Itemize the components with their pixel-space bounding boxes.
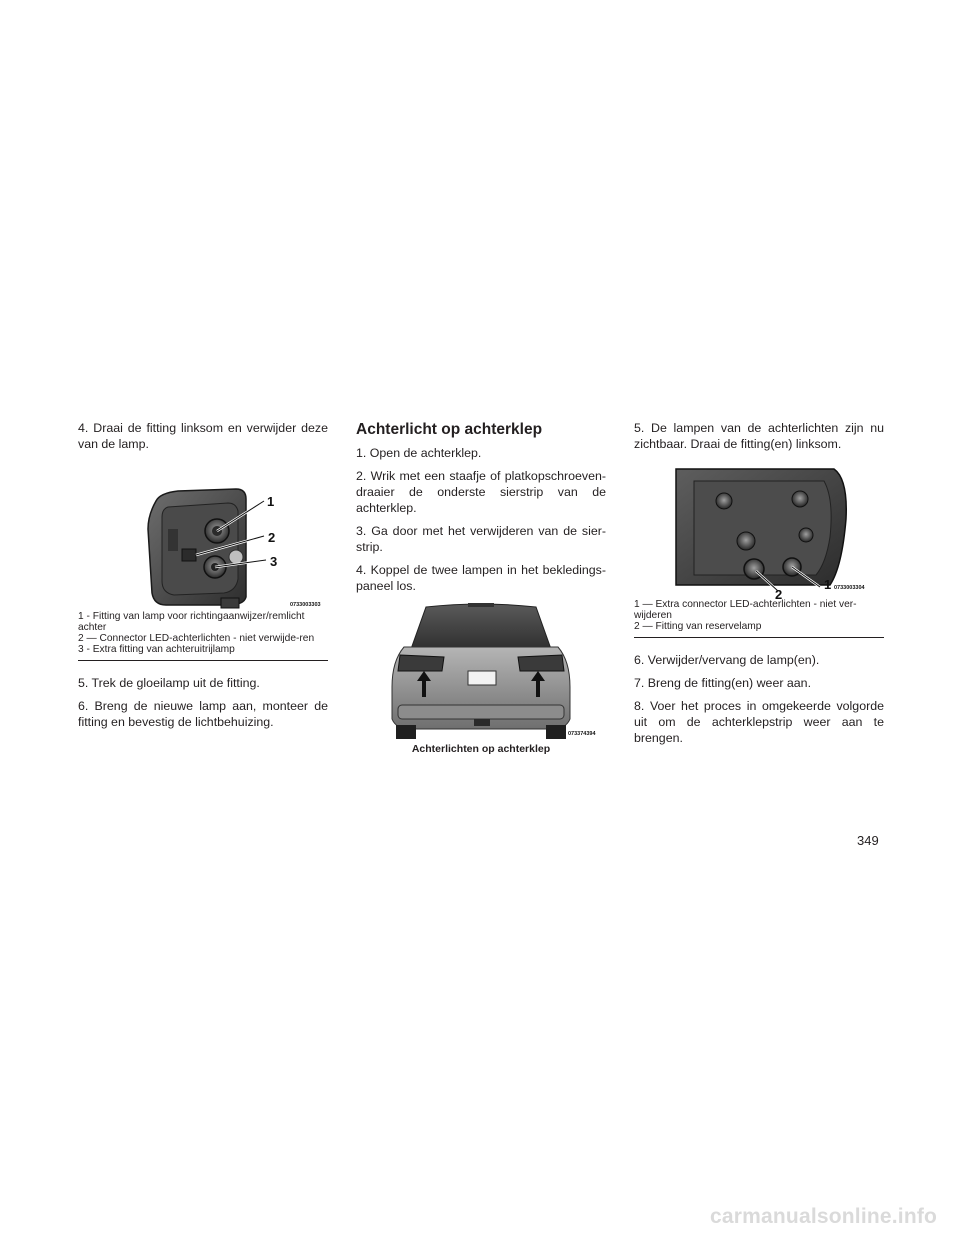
tail-lamp-sockets-image	[78, 459, 330, 611]
figure-code: 073374394	[568, 731, 596, 737]
step-3-text: 3. Ga door met het verwijderen van de sier-strip.	[356, 524, 606, 554]
caption-item-1: 1 - Fitting van lamp voor richtingaanwijzer/remlicht achter	[78, 611, 305, 633]
step-2-text: 2. Wrik met een staafje of platkopschroeven-draaier de onderste sierstrip van de achterklep.	[356, 469, 606, 515]
callout-1: 1	[824, 577, 832, 592]
step-7-text: 7. Breng de fitting(en) weer aan.	[634, 676, 812, 690]
step-6-text: 6. Verwijder/vervang de lamp(en).	[634, 653, 820, 667]
section-heading: Achterlicht op achterklep	[356, 421, 543, 438]
callout-2: 2	[775, 587, 783, 599]
left-column	[78, 420, 328, 737]
step-5-text: 5. Trek de gloeilamp uit de fitting.	[78, 676, 260, 690]
watermark: carmanualsonline.info	[710, 1205, 938, 1228]
figure-liftgate-lights	[356, 601, 606, 755]
figure-caption-list	[78, 611, 328, 661]
figure-tail-lamp-sockets	[78, 459, 328, 611]
step-4-text: 4. Koppel de twee lampen in het bekledings-paneel los.	[356, 563, 606, 593]
figure-code: 0733003304	[834, 585, 865, 591]
caption-item-2: 2 — Fitting van reservelamp	[634, 621, 762, 632]
page-number: 349	[857, 833, 879, 848]
right-column	[634, 420, 884, 753]
figure-caption: Achterlichten op achterklep	[411, 743, 551, 755]
figure-code: 0733003303	[290, 602, 321, 608]
caption-item-1: 1 — Extra connector LED-achterlichten - niet ver-wijderen	[634, 599, 857, 621]
step-5-text: 5. De lampen van de achterlichten zijn nu zichtbaar. Draai de fitting(en) linksom.	[634, 421, 884, 451]
step-1-text: 1. Open de achterklep.	[356, 446, 482, 460]
callout-1: 1	[267, 494, 275, 509]
middle-column	[356, 420, 606, 755]
callout-3: 3	[270, 554, 278, 569]
caption-item-3: 3 - Extra fitting van achteruitrijlamp	[78, 644, 235, 655]
figure-caption-list	[634, 599, 884, 638]
callout-2: 2	[268, 530, 276, 545]
step-8-text: 8. Voer het proces in omgekeerde volgorde uit om de achterklepstrip weer aan te brengen.	[634, 699, 884, 745]
step-4-text: 4. Draai de fitting linksom en verwijder deze van de lamp.	[78, 421, 328, 451]
step-6-text: 6. Breng de nieuwe lamp aan, monteer de fitting en bevestig de lichtbehuizing.	[78, 699, 328, 729]
caption-item-2: 2 — Connector LED-achterlichten - niet verwijde-ren	[78, 633, 315, 644]
figure-liftgate-lamp-sockets	[634, 459, 884, 599]
liftgate-lamp-sockets-image	[634, 459, 886, 599]
vehicle-rear-image	[356, 601, 606, 741]
